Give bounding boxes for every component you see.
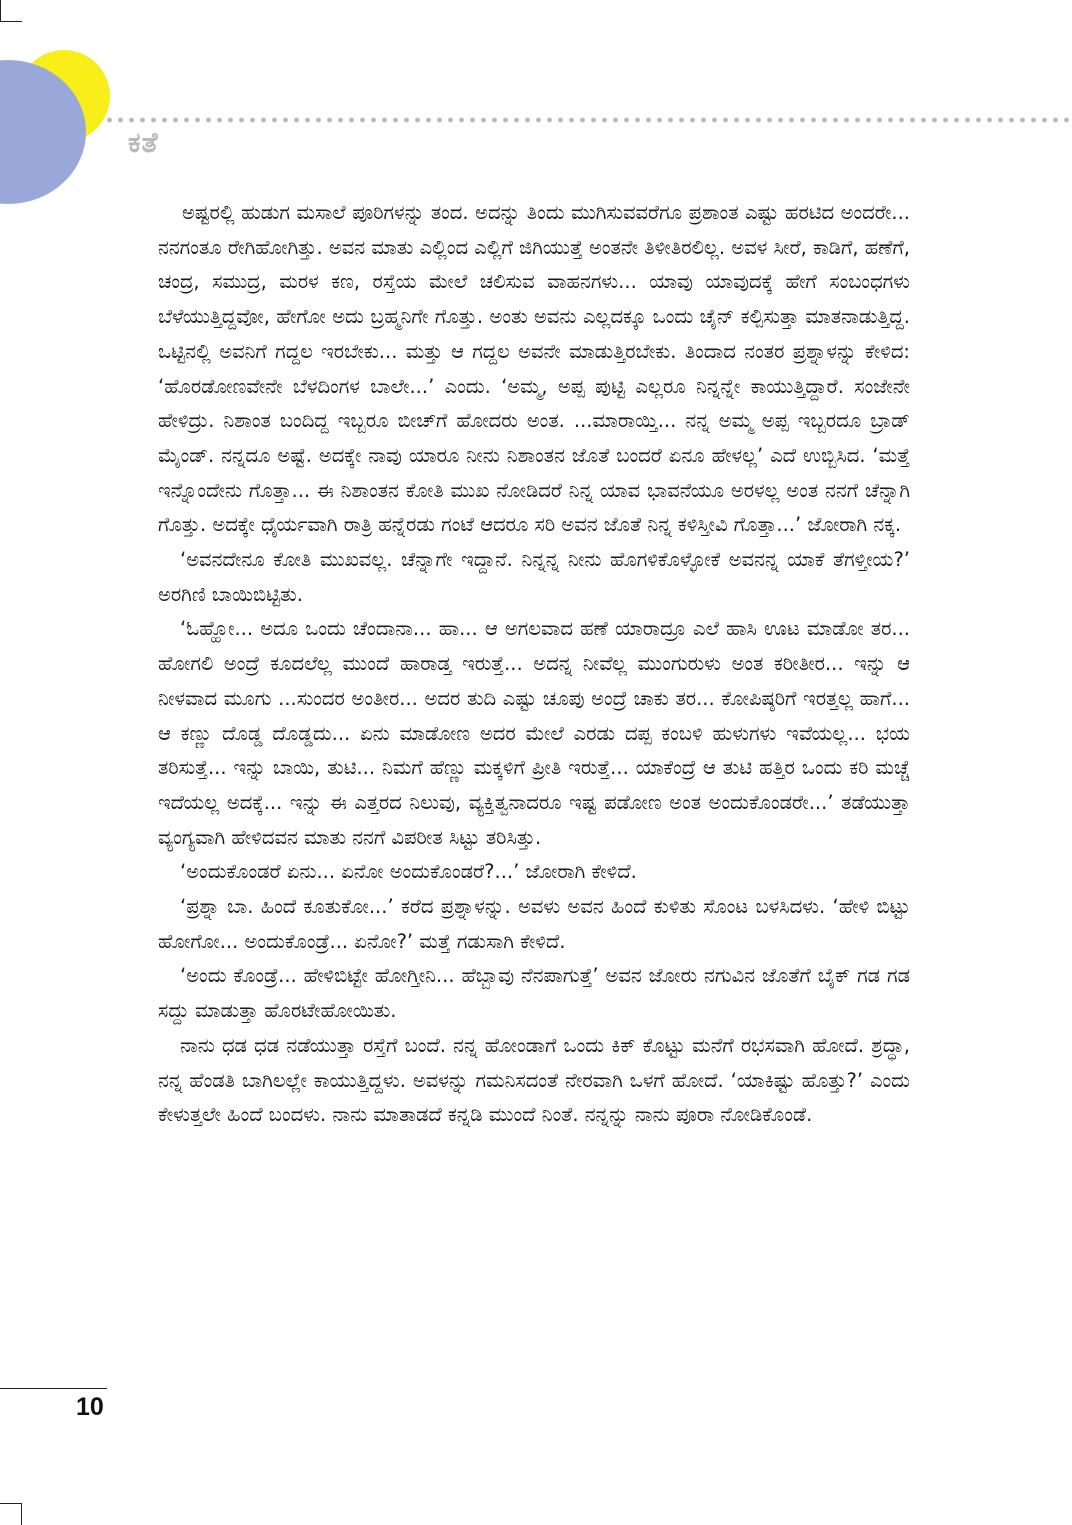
crop-mark-top-left [0,0,1,22]
paragraph: ‘ಪ್ರಶ್ನಾ ಬಾ. ಹಿಂದೆ ಕೂತುಕೋ...’ ಕರೆದ ಪ್ರಶ್ನಾಳನ್ನು. ಅವಳು ಅವನ ಹಿಂದೆ ಕುಳಿತು ಸೊಂಟ ಬಳಸಿದಳು. ‘ಹೇಳಿ ಬಿಟ್ಟು ಹೋಗೋ... ಅಂದುಕೊಂಡ್ರೆ... ಏನೋ?’ ಮತ್ತೆ ಗಡುಸಾಗಿ ಕೇಳಿದೆ. [158,895,910,953]
dotted-header-rule [104,117,1072,123]
paragraph: ನಾನು ಧಡ ಧಡ ನಡೆಯುತ್ತಾ ರಸ್ತೆಗೆ ಬಂದೆ. ನನ್ನ ಹೋಂಡಾಗೆ ಒಂದು ಕಿಕ್ ಕೊಟ್ಟು ಮನೆಗೆ ರಭಸವಾಗಿ ಹೋದೆ. ಶ್ರದ್ಧಾ, ನನ್ನ ಹೆಂಡತಿ ಬಾಗಿಲಲ್ಲೇ ಕಾಯುತ್ತಿದ್ದಳು. ಅವಳನ್ನು ಗಮನಿಸದಂತೆ ನೇರವಾಗಿ ಒಳಗೆ ಹೋದೆ. ‘ಯಾಕಿಷ್ಟು ಹೊತ್ತು?’ ಎಂದು ಕೇಳುತ್ತಲೇ ಹಿಂದೆ ಬಂದಳು. ನಾನು ಮಾತಾಡದೆ ಕನ್ನಡಿ ಮುಂದೆ ನಿಂತೆ. ನನ್ನನ್ನು ನಾನು ಪೂರಾ ನೋಡಿಕೊಂಡೆ. [158,1033,910,1127]
crop-mark-top-left [0,21,22,22]
paragraph: ‘ಅಂದು ಕೊಂಡ್ರೆ... ಹೇಳಿಬಿಟ್ಟೇ ಹೋಗ್ತೀನಿ... ಹೆಬ್ಬಾವು ನೆನಪಾಗುತ್ತೆ’ ಅವನ ಜೋರು ನಗುವಿನ ಜೊತೆಗೆ ಬೈಕ್ ಗಡ ಗಡ ಸದ್ದು ಮಾಡುತ್ತಾ ಹೊರಟೇಹೋಯಿತು. [158,964,910,1023]
crop-mark-bottom-left [0,1503,22,1504]
section-label: ಕತೆ [128,126,159,159]
crop-mark-bottom-left [21,1503,22,1525]
paragraph: ‘ಓಹ್ಹೋ... ಅದೂ ಒಂದು ಚೆಂದಾನಾ... ಹಾ... ಆ ಅಗಲವಾದ ಹಣೆ ಯಾರಾದ್ರೂ ಎಲೆ ಹಾಸಿ ಊಟ ಮಾಡೋ ತರ... ಹೋಗಲಿ ಅಂದ್ರೆ ಕೂದಲೆಲ್ಲ ಮುಂದೆ ಹಾರಾಡ್ತ ಇರುತ್ತೆ... ಅದನ್ನ ನೀವೆಲ್ಲ ಮುಂಗುರುಳು ಅಂತ ಕರೀತೀರ... ಇನ್ನು ಆ ನೀಳವಾದ ಮೂಗು ...ಸುಂದರ ಅಂತೀರ... ಅದರ ತುದಿ ಎಷ್ಟು ಚೂಪು ಅಂದ್ರೆ ಚಾಕು ತರ... ಕೋಪಿಷ್ಠರಿಗೆ ಇರತ್ತಲ್ಲ ಹಾಗೆ... ಆ ಕಣ್ಣು ದೊಡ್ಡ ದೊಡ್ಡದು... ಏನು ಮಾಡೋಣ ಅದರ ಮೇಲೆ ಎರಡು ದಪ್ಪ ಕಂಬಳಿ ಹುಳುಗಳು ಇವೆಯಲ್ಲ... ಭಯ ತರಿಸುತ್ತೆ... ಇನ್ನು ಬಾಯಿ, ತುಟಿ... ನಿಮಗೆ ಹೆಣ್ಣು ಮಕ್ಕಳಿಗೆ ಪ್ರೀತಿ ಇರುತ್ತೆ... ಯಾಕೆಂದ್ರೆ ಆ ತುಟಿ ಹತ್ತಿರ ಒಂದು ಕರಿ ಮಚ್ಚೆ ಇದೆಯಲ್ಲ ಅದಕ್ಕೆ... ಇನ್ನು ಈ ಎತ್ತರದ ನಿಲುವು, ವ್ಯಕ್ತಿತ್ವನಾದರೂ ಇಷ್ಟ ಪಡೋಣ ಅಂತ ಅಂದುಕೊಂಡರೇ...’ ತಡೆಯುತ್ತಾ ವ್ಯಂಗ್ಯವಾಗಿ ಹೇಳಿದವನ ಮಾತು ನನಗೆ ವಿಪರೀತ ಸಿಟ್ಟು ತರಿಸಿತ್ತು. [158,617,910,849]
footer-rule [0,1388,107,1389]
paragraph: ‘ಅಂದುಕೊಂಡರೆ ಏನು... ಏನೋ ಅಂದುಕೊಂಡರೆ?...’ ಜೋರಾಗಿ ಕೇಳಿದೆ. [180,860,637,884]
story-body [158,196,910,1133]
paragraph: ‘ಅವನದೇನೂ ಕೋತಿ ಮುಖವಲ್ಲ. ಚೆನ್ನಾಗೇ ಇದ್ದಾನೆ. ನಿನ್ನನ್ನ ನೀನು ಹೊಗಳಿಕೊಳ್ಳೋಕೆ ಅವನನ್ನ ಯಾಕೆ ತೆಗಳ್ತೀಯ?’ ಅರಗಿಣಿ ಬಾಯಿಬಿಟ್ಟಿತು. [158,548,910,606]
page-number: 10 [76,1393,104,1421]
paragraph: ಅಷ್ಟರಲ್ಲಿ ಹುಡುಗ ಮಸಾಲೆ ಪೂರಿಗಳನ್ನು ತಂದ. ಅದನ್ನು ತಿಂದು ಮುಗಿಸುವವರೆಗೂ ಪ್ರಶಾಂತ ಎಷ್ಟು ಹರಟಿದ ಅಂದರೇ... ನನಗಂತೂ ರೇಗಿಹೋಗಿತ್ತು. ಅವನ ಮಾತು ಎಲ್ಲಿಂದ ಎಲ್ಲಿಗೆ ಜಿಗಿಯುತ್ತೆ ಅಂತನೇ ತಿಳೀತಿರಲಿಲ್ಲ. ಅವಳ ಸೀರೆ, ಕಾಡಿಗೆ, ಹಣೆಗೆ, ಚಂದ್ರ, ಸಮುದ್ರ, ಮರಳ ಕಣ, ರಸ್ತೆಯ ಮೇಲೆ ಚಲಿಸುವ ವಾಹನಗಳು... ಯಾವು ಯಾವುದಕ್ಕೆ ಹೇಗೆ ಸಂಬಂಧಗಳು ಬೆಳೆಯುತ್ತಿದ್ದವೋ, ಹೇಗೋ ಅದು ಬ್ರಹ್ಮನಿಗೇ ಗೊತ್ತು. ಅಂತು ಅವನು ಎಲ್ಲದಕ್ಕೂ ಒಂದು ಚೈನ್ ಕಲ್ಪಿಸುತ್ತಾ ಮಾತನಾಡುತ್ತಿದ್ದ. ಒಟ್ಟಿನಲ್ಲಿ ಅವನಿಗೆ ಗದ್ದಲ ಇರಬೇಕು... ಮತ್ತು ಆ ಗದ್ದಲ ಅವನೇ ಮಾಡುತ್ತಿರಬೇಕು. ತಿಂದಾದ ನಂತರ ಪ್ರಶ್ನಾಳನ್ನು ಕೇಳಿದ: ‘ಹೊರಡೋಣವೇನೇ ಬೆಳದಿಂಗಳ ಬಾಲೇ...’ ಎಂದು. ‘ಅಮ್ಮ, ಅಪ್ಪ ಪುಟ್ಟಿ ಎಲ್ಲರೂ ನಿನ್ನನ್ನೇ ಕಾಯುತ್ತಿದ್ದಾರೆ. ಸಂಜೇನೇ ಹೇಳಿದ್ರು. ನಿಶಾಂತ ಬಂದಿದ್ದ ಇಬ್ಬರೂ ಬೀಚ್‌ಗೆ ಹೋದರು ಅಂತ. ...ಮಾರಾಯ್ತಿ... ನನ್ನ ಅಮ್ಮ ಅಪ್ಪ ಇಬ್ಬರದೂ ಬ್ರಾಡ್ ಮೈಂಡ್. ನನ್ನದೂ ಅಷ್ಟೆ. ಅದಕ್ಕೇ ನಾವು ಯಾರೂ ನೀನು ನಿಶಾಂತನ ಜೊತೆ ಬಂದರೆ ಏನೂ ಹೇಳಲ್ಲ’ ಎದೆ ಉಬ್ಬಿಸಿದ. ‘ಮತ್ತೆ ಇನ್ನೊಂದೇನು ಗೊತ್ತಾ... ಈ ನಿಶಾಂತನ ಕೋತಿ ಮುಖ ನೋಡಿದರೆ ನಿನ್ನ ಯಾವ ಭಾವನೆಯೂ ಅರಳಲ್ಲ ಅಂತ ನನಗೆ ಚೆನ್ನಾಗಿ ಗೊತ್ತು. ಅದಕ್ಕೇ ಧೈರ್ಯವಾಗಿ ರಾತ್ರಿ ಹನ್ನೆರಡು ಗಂಟೆ ಆದರೂ ಸರಿ ಅವನ ಜೊತೆ ನಿನ್ನ ಕಳಿಸ್ತೀವಿ ಗೊತ್ತಾ...’ ಜೋರಾಗಿ ನಕ್ಕ. [158,201,910,537]
